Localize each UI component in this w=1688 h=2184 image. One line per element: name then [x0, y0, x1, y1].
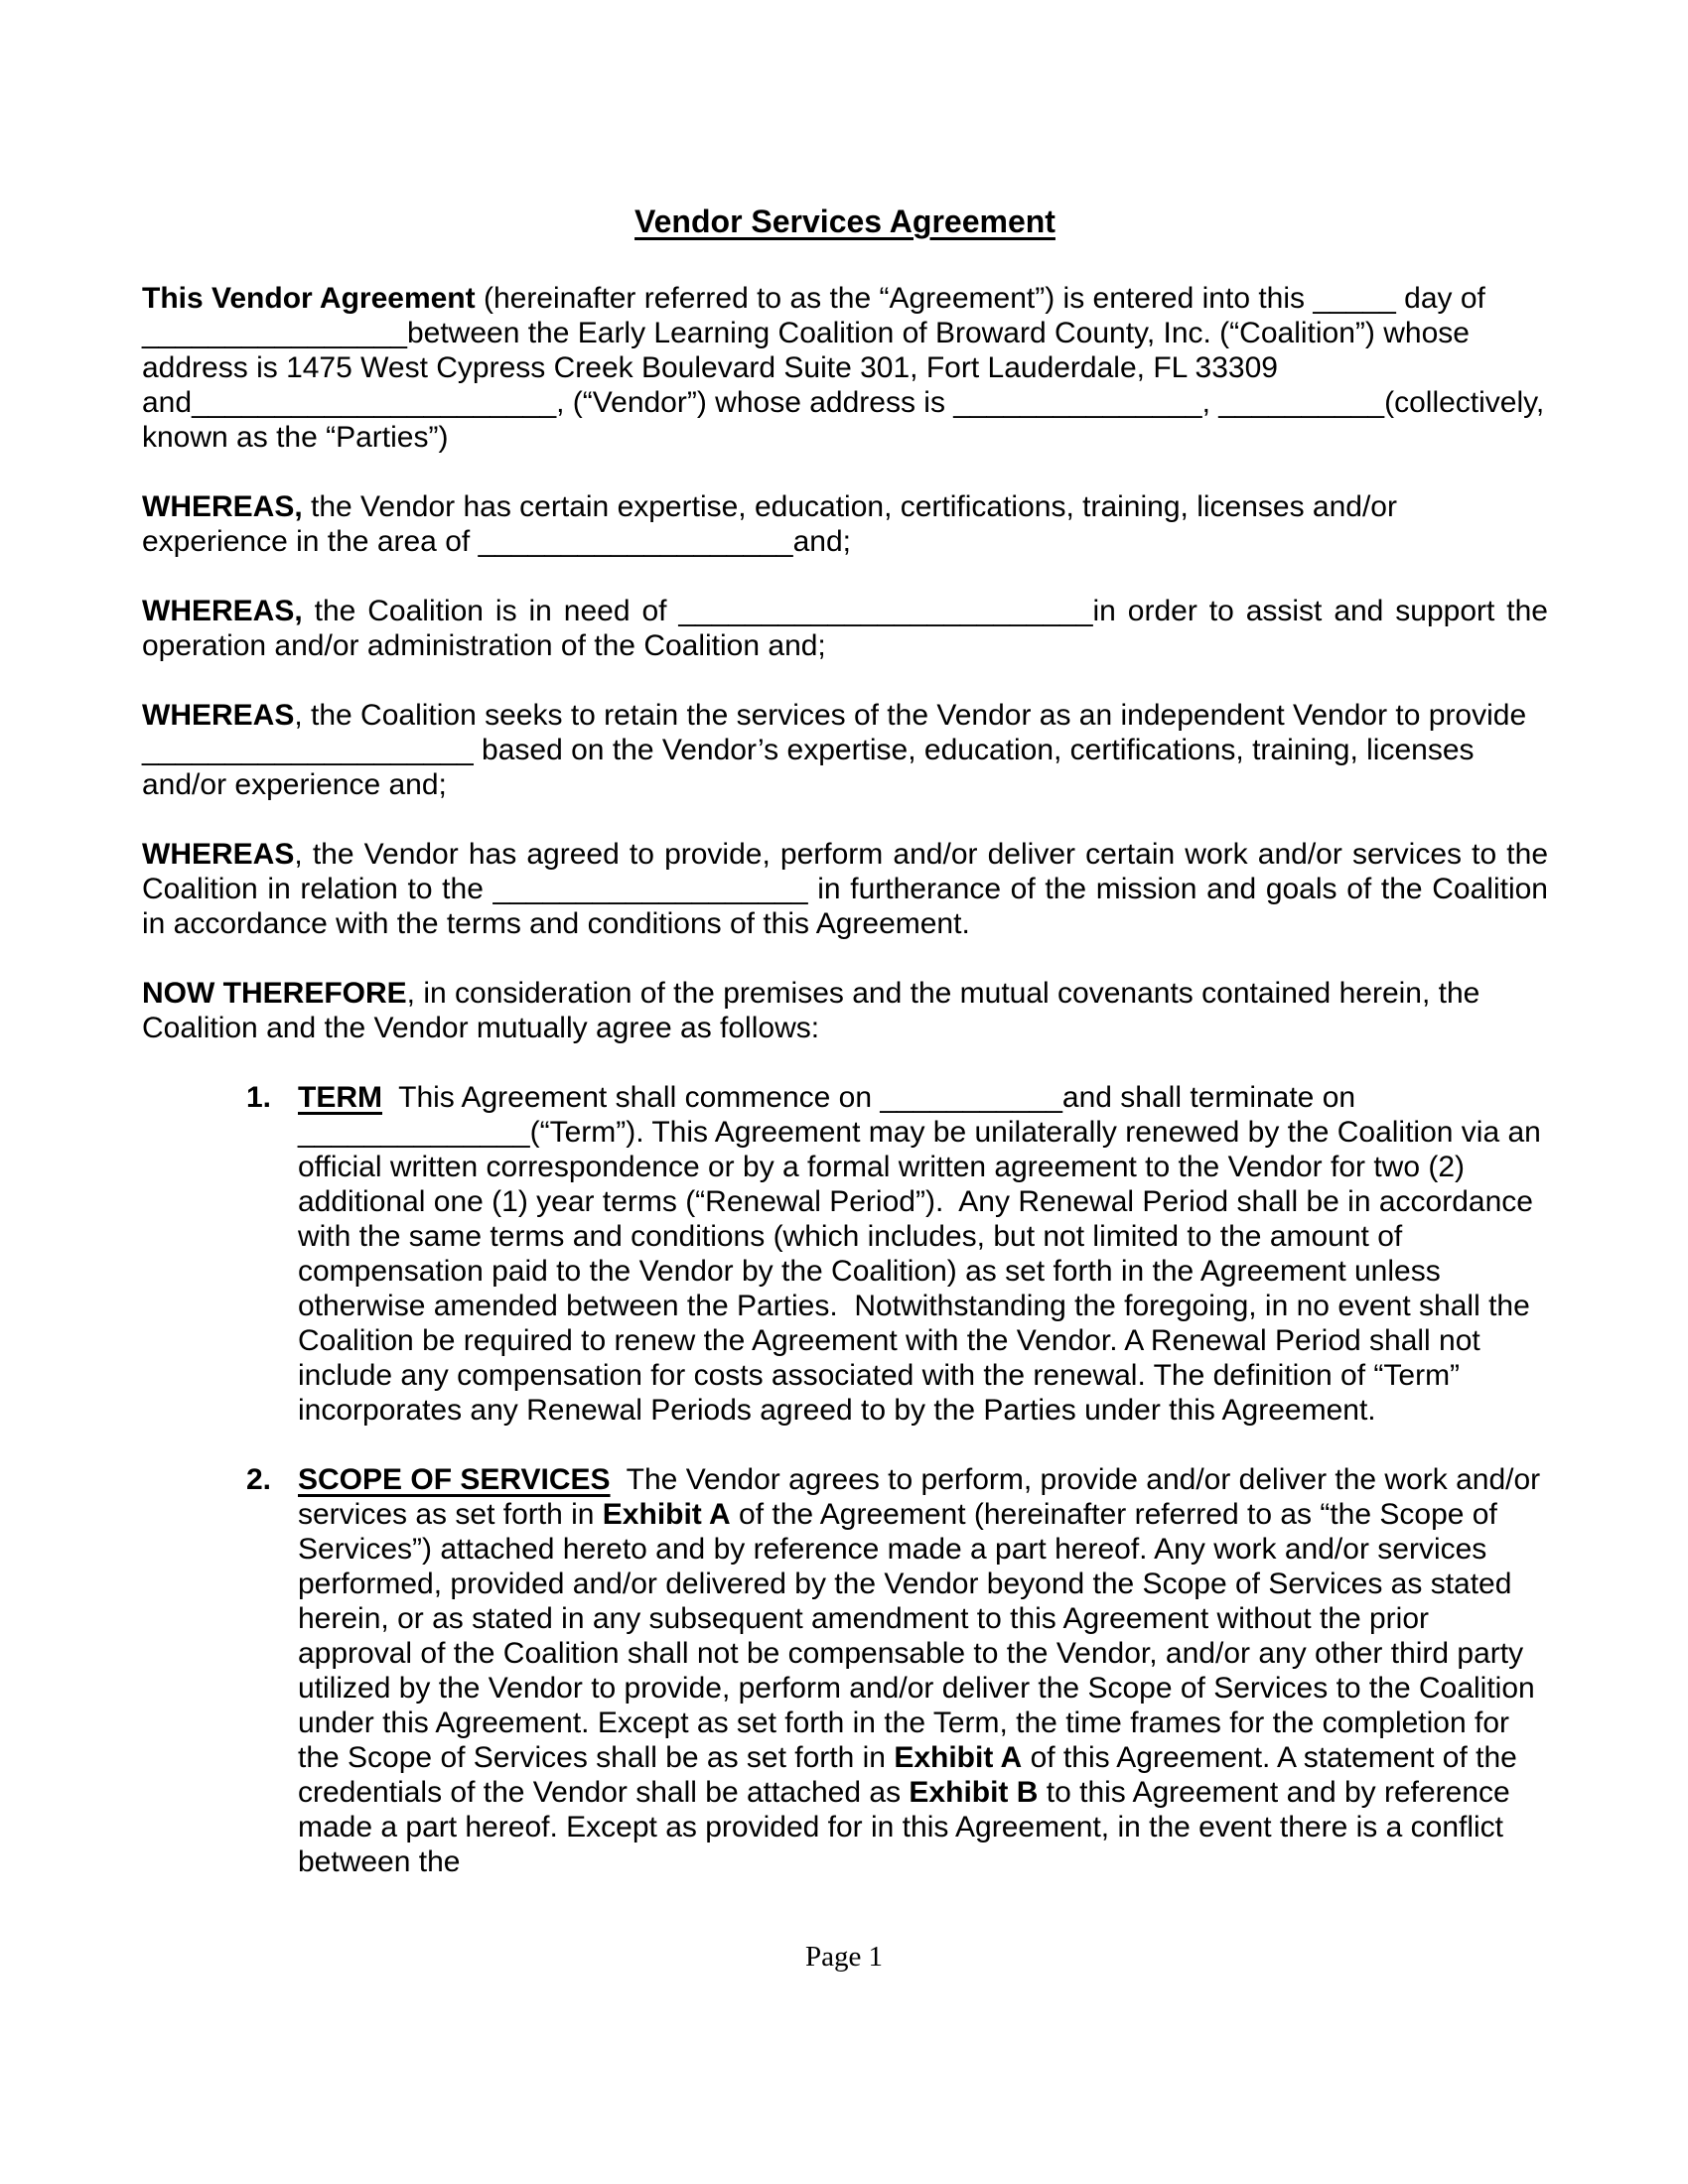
text-run: the Coalition is in need of: [302, 595, 679, 627]
text-run: (collectively, known as the “Parties”): [142, 386, 1553, 454]
blank-field: ______________: [298, 1116, 530, 1149]
text-run: of the Agreement (hereinafter referred to as “the Scope of Services”) attached hereto and by reference made a part hereof. Any work and/or services performed, provided and/or delivered by the Vendor beyond the Scope of Services as stated herein, or as stated in any subsequent amendment to this Agreement without the prior approval of the Coalition shall not be compensable to the Vendor, and/or any other third party utilized by the Vendor to provide, perform and/or deliver the Scope of Services to the Coalition under this Agreement. Except as set forth in the Term, the time frames for the completion for the Scope of Services shall be as set forth in: [298, 1498, 1544, 1774]
page-number: Page 1: [804, 1941, 884, 1973]
text-run: WHEREAS,: [142, 490, 303, 523]
text-run: Exhibit A: [894, 1741, 1023, 1774]
text-run: the Vendor has certain expertise, education, certifications, training, licenses and/or experience in the area of: [142, 490, 1406, 558]
scope-of-services-clause: [142, 1462, 1548, 1879]
text-run: (“Term”). This Agreement may be unilaterally renewed by the Coalition via an official written correspondence or by a formal written agreement to the Vendor for two (2) additional one (1) year terms (“Renewal Period”). Any Renewal Period shall be in accordance with the same terms and conditions (which includes, but not limited to the amount of compensation paid to the Vendor by the Coalition) as set forth in the Agreement unless otherwise amended between the Parties. Notwithstanding the foregoing, in no event shall the Coalition be required to renew the Agreement with the Vendor. A Renewal Period shall not include any compensation for costs associated with the renewal. The definition of “Term” incorporates any Renewal Periods agreed to by the Parties under this Agreement.: [298, 1116, 1550, 1427]
text-run: based on the Vendor’s expertise, education, certifications, training, licenses and/or experience and;: [142, 734, 1482, 801]
text-run: SCOPE OF SERVICES: [298, 1463, 611, 1496]
blank-field: ___________________: [478, 525, 793, 558]
text-run: This Agreement shall commence on: [382, 1081, 881, 1114]
text-run: ,: [1201, 386, 1219, 419]
text-run: WHEREAS: [142, 699, 295, 732]
text-run: This Vendor Agreement: [142, 282, 476, 315]
text-run: WHEREAS,: [142, 595, 303, 627]
text-run: and shall terminate on: [1061, 1081, 1364, 1114]
now-therefore-paragraph: [142, 976, 1548, 1045]
text-run: in furtherance of the mission and goals of the Coalition in accordance with the terms and conditions of this Agreement.: [142, 873, 1557, 940]
text-run: Exhibit A: [602, 1498, 731, 1531]
blank-field: ______________________: [192, 386, 557, 419]
whereas-expertise-paragraph: [142, 489, 1548, 559]
blank-field: ________________: [142, 317, 407, 349]
blank-field: _______________: [953, 386, 1202, 419]
preamble-section: [142, 281, 1557, 1045]
document-title: Vendor Services Agreement: [634, 204, 1055, 239]
text-run: between the Early Learning Coalition of Broward County, Inc. (“Coalition”) whose address is 1475 West Cypress Creek Boulevard Suite 301, Fort Lauderdale, FL 33309 and: [142, 317, 1478, 419]
text-run: NOW THEREFORE: [142, 977, 407, 1010]
text-run: , the Vendor has agreed to provide, perform and/or deliver certain work and/or services to the Coalition in relation to the: [142, 838, 1557, 905]
blank-field: __________: [1218, 386, 1385, 419]
blank-field: ___________: [880, 1081, 1062, 1114]
list-item-body: [298, 1462, 1548, 1879]
list-item-body: [298, 1080, 1548, 1428]
text-run: Exhibit B: [909, 1776, 1039, 1809]
text-run: , the Coalition seeks to retain the services of the Vendor as an independent Vendor to provide: [294, 699, 1535, 732]
term-clause: [142, 1080, 1548, 1428]
text-run: The Vendor agrees to perform, provide and/or deliver the work and/or services as set forth in: [298, 1463, 1549, 1531]
text-run: (hereinafter referred to as the “Agreement”) is entered into this: [475, 282, 1314, 315]
blank-field: ____________________: [142, 734, 474, 766]
text-run: and;: [792, 525, 851, 558]
blank-field: _________________________: [678, 595, 1093, 627]
text-run: , (“Vendor”) whose address is: [556, 386, 954, 419]
text-run: WHEREAS: [142, 838, 295, 871]
text-run: day of: [1395, 282, 1494, 315]
blank-field: ___________________: [492, 873, 808, 905]
whereas-deliver-paragraph: [142, 837, 1557, 941]
intro-paragraph: [142, 281, 1553, 455]
list-number: 1.: [246, 1081, 272, 1114]
text-run: of this Agreement. A statement of the credentials of the Vendor shall be attached as: [298, 1741, 1526, 1809]
terms-list: [142, 1080, 1548, 1879]
text-run: TERM: [298, 1081, 382, 1114]
blank-field: _____: [1313, 282, 1396, 315]
text-run: , in consideration of the premises and the mutual covenants contained herein, the Coalition and the Vendor mutually agree as follows:: [142, 977, 1488, 1044]
whereas-retain-paragraph: [142, 698, 1548, 802]
whereas-need-paragraph: [142, 594, 1557, 663]
text-run: in order to assist and support the operation and/or administration of the Coalition and;: [142, 595, 1557, 662]
text-run: to this Agreement and by reference made a part hereof. Except as provided for in this Agreement, in the event there is a conflict between the: [298, 1776, 1519, 1878]
list-number: 2.: [246, 1463, 272, 1496]
